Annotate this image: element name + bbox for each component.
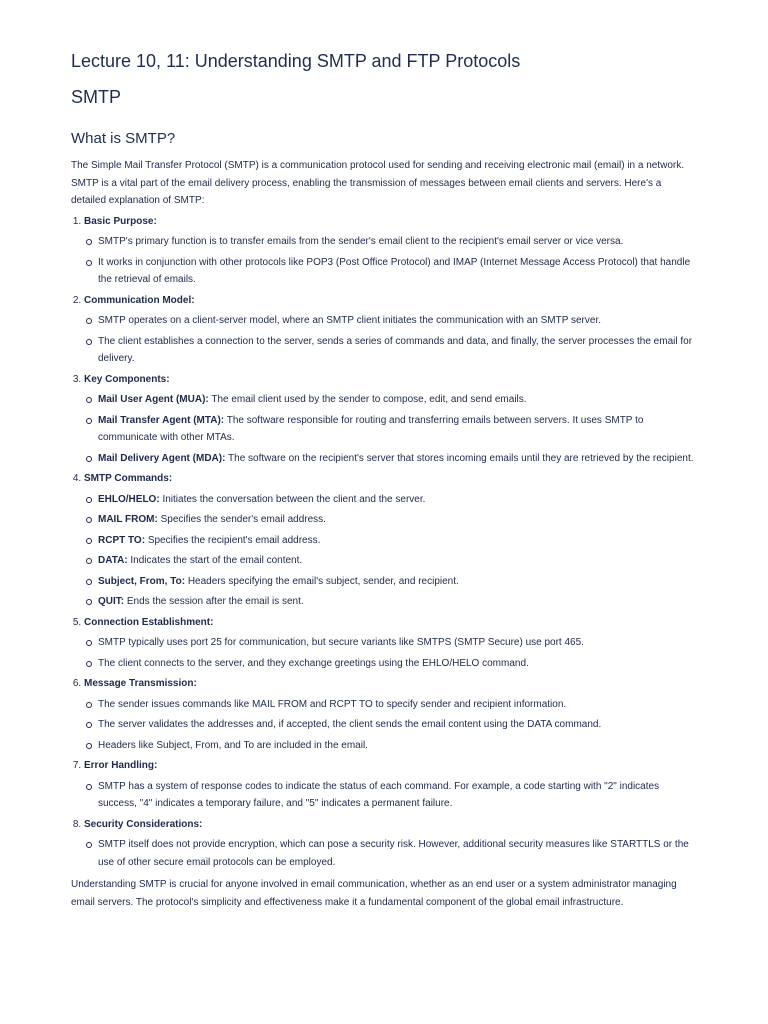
circle-bullet-icon [86,579,92,585]
circle-bullet-icon [86,260,92,266]
topic-points [84,778,698,813]
circle-bullet-icon [86,743,92,749]
point-item [98,634,698,652]
point-item [98,532,698,550]
topic-points [84,233,698,289]
point-text: Specifies the recipient's email address. [147,534,321,546]
point-term: Mail Transfer Agent (MTA): [98,414,225,426]
point-text: SMTP has a system of response codes to indicate the status of each command. For example, a code starting with "2" indicates success, "4" indicates a temporary failure, and "5" indicates a permanent failure. [98,780,660,809]
point-text: Initiates the conversation between the client and the server. [162,493,426,505]
topic-points [84,634,698,672]
point-text: It works in conjunction with other protocols like POP3 (Post Office Protocol) and IMAP (Internet Message Access Protocol) that handle the retrieval of emails. [98,256,691,285]
circle-bullet-icon [86,497,92,503]
circle-bullet-icon [86,418,92,424]
point-text: The server validates the addresses and, if accepted, the client sends the email content using the DATA command. [98,719,602,730]
point-text: SMTP typically uses port 25 for communication, but secure variants like SMTPS (SMTP Secure) use port 465. [98,637,584,648]
topic-item [84,292,698,368]
topic-title: SMTP Commands: [84,473,173,484]
point-item [98,254,698,289]
point-item [98,491,698,509]
point-item [98,593,698,611]
topic-title: Security Considerations: [84,818,203,830]
point-item [98,737,698,755]
circle-bullet-icon [86,538,92,544]
circle-bullet-icon [86,702,92,708]
point-term: Mail User Agent (MUA): [98,394,209,405]
point-item [98,778,698,813]
circle-bullet-icon [86,318,92,324]
point-text: The email client used by the sender to compose, edit, and send emails. [211,394,527,405]
point-item [98,391,698,409]
circle-bullet-icon [86,239,92,245]
point-term: EHLO/HELO: [98,493,160,505]
point-text: SMTP itself does not provide encryption, which can pose a security risk. However, additional security measures like STARTTLS or the use of other secure email protocols can be employed. [98,839,689,868]
circle-bullet-icon [86,784,92,790]
circle-bullet-icon [86,661,92,667]
point-text: Headers like Subject, From, and To are included in the email. [98,739,368,751]
topic-points [84,491,698,611]
circle-bullet-icon [86,339,92,345]
circle-bullet-icon [86,640,92,646]
intro-paragraph: The Simple Mail Transfer Protocol (SMTP) is a communication protocol used for sending and receiving electronic mail (email) in a network. SMTP is a vital part of the email delivery process, enabling the transmission of messages between email clients and servers. Here's a detailed explanation of SMTP: [71,160,685,206]
point-item [98,312,698,330]
point-text: Headers specifying the email's subject, sender, and recipient. [187,575,459,587]
topic-title: Message Transmission: [84,678,197,689]
topic-title: Connection Establishment: [84,616,214,628]
point-item [98,573,698,591]
topic-title: Communication Model: [84,294,195,306]
topic-title: Error Handling: [84,760,158,771]
section-title: SMTP [71,87,122,107]
point-item [98,450,698,468]
topic-item [84,614,698,673]
topic-points [84,312,698,368]
point-term: MAIL FROM: [98,514,158,525]
point-item [98,716,698,734]
topic-item [84,816,698,872]
point-item [98,511,698,529]
subheading: What is SMTP? [71,130,176,147]
topic-points [84,836,698,871]
point-term: RCPT TO: [98,534,146,546]
circle-bullet-icon [86,456,92,462]
topic-title: Key Components: [84,373,170,385]
closing-paragraph: Understanding SMTP is crucial for anyone involved in email communication, whether as an end user or a system administrator managing email servers. The protocol's simplicity and effectiveness make it a fundamental component of the global email infrastructure. [71,879,677,908]
point-text: Indicates the start of the email content. [130,555,303,566]
point-item [98,412,698,447]
topic-points [84,391,698,467]
topics-list [71,213,698,872]
point-term: Mail Delivery Agent (MDA): [98,452,226,464]
topic-points [84,696,698,755]
document-title: Lecture 10, 11: Understanding SMTP and FTP Protocols [71,51,521,71]
circle-bullet-icon [86,842,92,848]
point-text: The sender issues commands like MAIL FROM and RCPT TO to specify sender and recipient information. [98,698,567,710]
point-item [98,233,698,251]
topic-item [84,675,698,754]
topic-item [84,470,698,611]
circle-bullet-icon [86,397,92,403]
circle-bullet-icon [86,558,92,564]
topic-item [84,213,698,289]
circle-bullet-icon [86,599,92,605]
point-item [98,655,698,673]
point-term: Subject, From, To: [98,575,186,587]
point-text: The software on the recipient's server that stores incoming emails until they are retrieved by the recipient. [228,452,694,464]
point-term: DATA: [98,555,128,566]
point-text: Ends the session after the email is sent. [126,596,304,607]
point-item [98,696,698,714]
point-item [98,552,698,570]
point-text: The software responsible for routing and transferring emails between servers. It uses SMTP to communicate with other MTAs. [98,414,644,443]
point-text: SMTP operates on a client-server model, where an SMTP client initiates the communication with an SMTP server. [98,315,601,326]
point-text: The client establishes a connection to the server, sends a series of commands and data, and finally, the server processes the email for delivery. [98,335,693,364]
point-text: The client connects to the server, and they exchange greetings using the EHLO/HELO command. [98,657,529,669]
topic-item [84,371,698,468]
point-term: QUIT: [98,596,125,607]
topic-item [84,757,698,813]
point-text: SMTP's primary function is to transfer emails from the sender's email client to the recipient's email server or vice versa. [98,236,624,247]
point-item [98,836,698,871]
circle-bullet-icon [86,517,92,523]
point-item [98,333,698,368]
circle-bullet-icon [86,722,92,728]
topic-title: Basic Purpose: [84,215,157,227]
point-text: Specifies the sender's email address. [160,514,326,525]
